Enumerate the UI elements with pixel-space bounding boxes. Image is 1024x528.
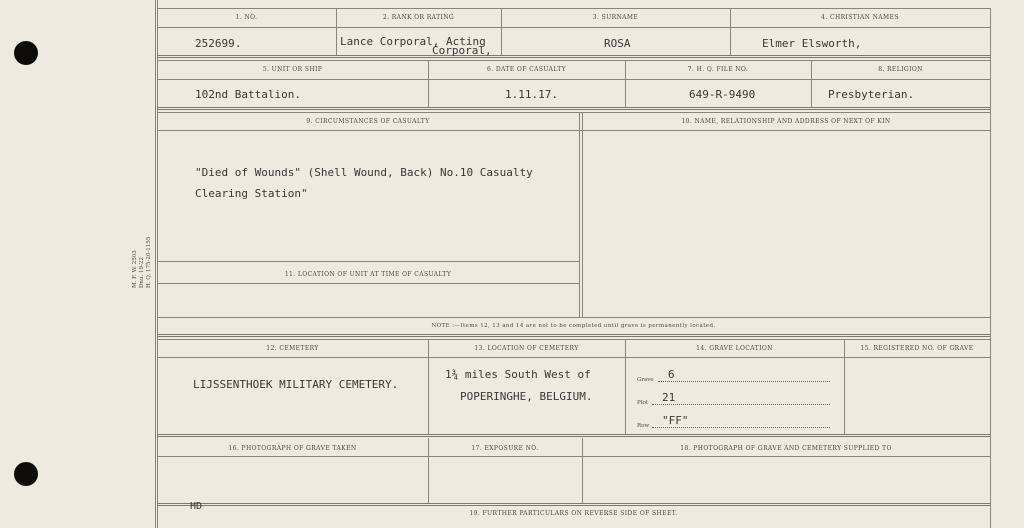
label-grave: Grave [637, 377, 654, 383]
label-next-of-kin: 10. NAME, RELATIONSHIP AND ADDRESS OF NEXT OF KIN [681, 118, 891, 125]
row2-top [157, 60, 990, 61]
label-christian: 4. CHRISTIAN NAMES [821, 14, 899, 21]
value-file: 649-R-9490 [689, 88, 756, 101]
row6-top [157, 434, 990, 437]
value-cemetery: LIJSSENTHOEK MILITARY CEMETERY. [193, 378, 399, 391]
row2-bottom [157, 107, 990, 110]
row-dotline [652, 427, 830, 428]
label-photo-taken: 16. PHOTOGRAPH OF GRAVE TAKEN [228, 445, 357, 452]
label-plot: Plot [637, 400, 648, 406]
label-location-cemetery: 13. LOCATION OF CEMETERY [474, 345, 579, 352]
form-code-2: Dnu. 19-22 [139, 257, 145, 288]
value-surname: ROSA [604, 37, 631, 50]
plot-dotline [652, 404, 830, 405]
label-rank: 2. RANK OR RATING [382, 14, 455, 21]
value-unit: 102nd Battalion. [195, 88, 301, 101]
row4-top [157, 261, 579, 262]
row3-div-b [582, 112, 583, 317]
note-bottom [157, 334, 990, 337]
label-grave-location: 14. GRAVE LOCATION [696, 345, 773, 352]
value-initials: HD [190, 501, 203, 512]
label-exposure: 17. EXPOSURE NO. [471, 445, 539, 452]
value-circumstances-2: Clearing Station" [195, 187, 308, 200]
row5-div1 [428, 339, 429, 434]
row5-top [157, 339, 990, 340]
row3-div-a [579, 112, 580, 317]
label-cemetery: 12. CEMETERY [266, 345, 319, 352]
note-text: NOTE :—Items 12, 13 and 14 are not to be completed until grave is permanently located. [431, 323, 716, 329]
row5-div3 [844, 339, 845, 434]
label-registered: 15. REGISTERED NO. OF GRAVE [860, 345, 974, 352]
row5-header-line [157, 357, 990, 358]
label-unit: 5. UNIT OR SHIP [262, 66, 323, 73]
value-christian: Elmer Elsworth, [762, 37, 862, 50]
form-code-3: H. Q. 175-20-1155 [146, 236, 152, 288]
row2-mid [157, 79, 990, 80]
value-row: "FF" [662, 414, 689, 427]
value-date: 1.11.17. [505, 88, 558, 101]
row3-top [157, 112, 990, 113]
form-code-1: M. F. W. 2503 [132, 250, 138, 288]
label-photo-supplied: 18. PHOTOGRAPH OF GRAVE AND CEMETERY SUPPLIED TO [680, 445, 892, 452]
value-circumstances-1: "Died of Wounds" (Shell Wound, Back) No.10 Casualty [195, 166, 533, 179]
value-plot: 21 [662, 391, 676, 404]
row4-header-line [157, 283, 579, 284]
row3-header-line [157, 130, 990, 131]
row1-top [157, 8, 990, 9]
label-religion: 8. RELIGION [878, 66, 923, 73]
frame-right [990, 8, 991, 528]
label-file: 7. H. Q. FILE NO. [687, 66, 749, 73]
value-location-1: 1¾ miles South West of [445, 368, 591, 381]
frame-left [155, 0, 156, 528]
row1-bottom [157, 55, 990, 58]
label-date: 6. DATE OF CASUALTY [486, 66, 567, 73]
row1-mid [157, 27, 990, 28]
row7-top [157, 503, 990, 506]
value-location-2: POPERINGHE, BELGIUM. [460, 390, 593, 403]
row5-div2 [625, 339, 626, 434]
label-circumstances: 9. CIRCUMSTANCES OF CASUALTY [306, 118, 430, 125]
label-location-unit: 11. LOCATION OF UNIT AT TIME OF CASUALTY [284, 271, 452, 278]
label-no: 1. NO. [235, 14, 258, 21]
label-row: Row [637, 423, 650, 429]
value-no: 252699. [195, 37, 242, 50]
grave-dotline [658, 381, 830, 382]
value-rank-2: Corporal, [432, 44, 492, 57]
row6-header-line [157, 456, 990, 457]
value-rank-1: Lance Corporal, Acting [340, 35, 486, 48]
value-religion: Presbyterian. [828, 88, 915, 101]
label-surname: 3. SURNAME [592, 14, 639, 21]
value-grave: 6 [668, 368, 675, 381]
label-further: 19. FURTHER PARTICULARS ON REVERSE SIDE OF SHEET. [469, 510, 678, 517]
form-codes [132, 237, 153, 288]
punch-hole-bottom [14, 462, 38, 486]
row4-bottom [157, 317, 990, 318]
punch-hole-top [14, 41, 38, 65]
